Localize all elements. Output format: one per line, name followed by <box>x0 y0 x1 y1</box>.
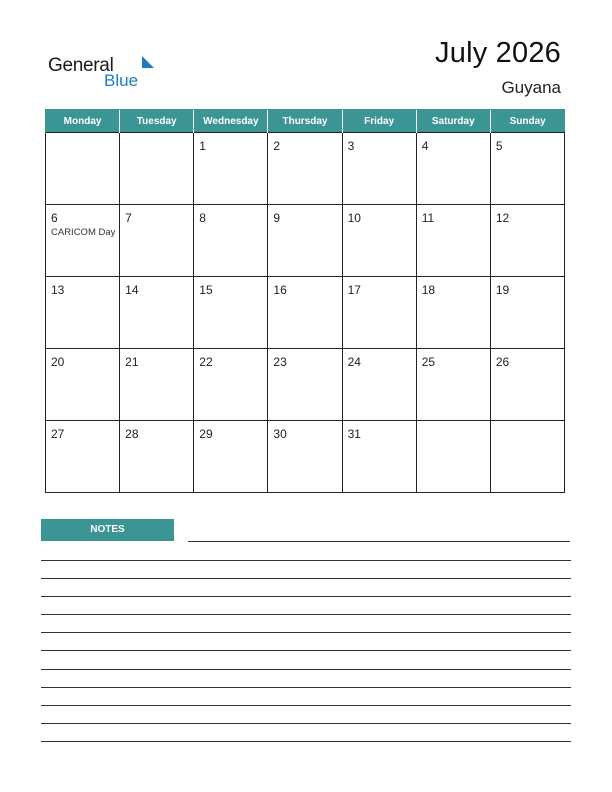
day-cell <box>416 205 490 277</box>
day-cell <box>46 349 120 421</box>
holiday-label: CARICOM Day <box>51 227 116 238</box>
day-cell <box>490 205 564 277</box>
day-cell <box>194 277 268 349</box>
day-number: 11 <box>421 211 435 225</box>
brand-logo <box>48 52 158 92</box>
day-cell <box>416 277 490 349</box>
day-cell <box>490 133 564 205</box>
weekday-header: Wednesday <box>194 110 268 133</box>
notes-line <box>188 541 570 542</box>
day-number: 3 <box>347 139 355 153</box>
brand-general-text: General <box>48 55 114 76</box>
day-number: 26 <box>495 355 510 369</box>
notes-line <box>41 560 571 561</box>
day-number: 15 <box>199 283 213 297</box>
day-cell <box>120 349 194 421</box>
week-row <box>46 205 565 277</box>
logo-triangle-icon <box>140 54 156 70</box>
day-cell <box>416 349 490 421</box>
day-number: 30 <box>273 427 287 441</box>
day-number: 19 <box>495 283 510 297</box>
day-number: 24 <box>347 355 361 369</box>
day-cell <box>416 133 490 205</box>
day-number: 21 <box>125 355 139 369</box>
day-cell <box>46 205 120 277</box>
day-cell <box>268 421 342 493</box>
day-number: 14 <box>125 283 139 297</box>
day-cell <box>194 421 268 493</box>
day-number: 9 <box>273 211 281 225</box>
week-row <box>46 349 565 421</box>
week-row <box>46 421 565 493</box>
weekday-header: Thursday <box>268 110 342 133</box>
week-row <box>46 277 565 349</box>
day-cell <box>490 349 564 421</box>
notes-heading: NOTES <box>41 519 174 541</box>
day-number: 2 <box>273 139 281 153</box>
calendar-grid <box>45 109 565 498</box>
day-cell <box>46 277 120 349</box>
day-number: 10 <box>347 211 361 225</box>
day-number: 22 <box>199 355 213 369</box>
day-number: 25 <box>421 355 436 369</box>
day-cell <box>342 133 416 205</box>
day-number: 16 <box>273 283 287 297</box>
day-cell <box>268 133 342 205</box>
day-cell <box>46 421 120 493</box>
notes-line <box>41 650 571 651</box>
day-number: 1 <box>199 139 206 153</box>
brand-blue-text: Blue <box>104 71 139 90</box>
weekday-header: Tuesday <box>120 110 194 133</box>
country-name: Guyana <box>501 78 561 97</box>
notes-line <box>41 614 571 615</box>
day-cell <box>120 277 194 349</box>
week-row <box>46 133 565 205</box>
notes-line <box>41 578 571 579</box>
day-number: 28 <box>125 427 139 441</box>
notes-line <box>41 687 571 688</box>
day-cell <box>120 205 194 277</box>
notes-line <box>41 632 571 633</box>
day-number: 4 <box>421 139 429 153</box>
day-number: 8 <box>199 211 206 225</box>
notes-line <box>41 705 571 706</box>
day-number: 23 <box>273 355 287 369</box>
day-number: 7 <box>125 211 132 225</box>
day-cell <box>194 349 268 421</box>
day-cell <box>268 205 342 277</box>
day-cell <box>490 421 564 493</box>
day-cell <box>120 421 194 493</box>
day-cell <box>342 349 416 421</box>
day-number: 5 <box>495 139 503 153</box>
day-number: 27 <box>51 427 65 441</box>
day-cell <box>490 277 564 349</box>
day-cell <box>268 349 342 421</box>
day-cell <box>268 277 342 349</box>
day-cell <box>194 205 268 277</box>
day-number: 17 <box>347 283 361 297</box>
notes-line <box>41 596 571 597</box>
day-number: 31 <box>347 427 361 441</box>
day-number: 12 <box>495 211 510 225</box>
day-cell <box>416 421 490 493</box>
day-number: 6 <box>51 211 58 225</box>
day-number: 18 <box>421 283 436 297</box>
weekday-header-row <box>46 110 565 133</box>
day-cell <box>342 421 416 493</box>
weekday-header: Friday <box>342 110 416 133</box>
day-number: 29 <box>199 427 213 441</box>
day-cell <box>120 133 194 205</box>
notes-line <box>41 723 571 724</box>
notes-line <box>41 669 571 670</box>
weekday-header: Sunday <box>490 110 564 133</box>
weekday-header: Monday <box>46 110 120 133</box>
weekday-header: Saturday <box>416 110 490 133</box>
notes-line <box>41 741 571 742</box>
day-cell <box>194 133 268 205</box>
day-cell <box>46 133 120 205</box>
day-number: 20 <box>51 355 65 369</box>
page-title: July 2026 <box>435 37 561 69</box>
day-number: 13 <box>51 283 65 297</box>
day-cell <box>342 277 416 349</box>
day-cell <box>342 205 416 277</box>
